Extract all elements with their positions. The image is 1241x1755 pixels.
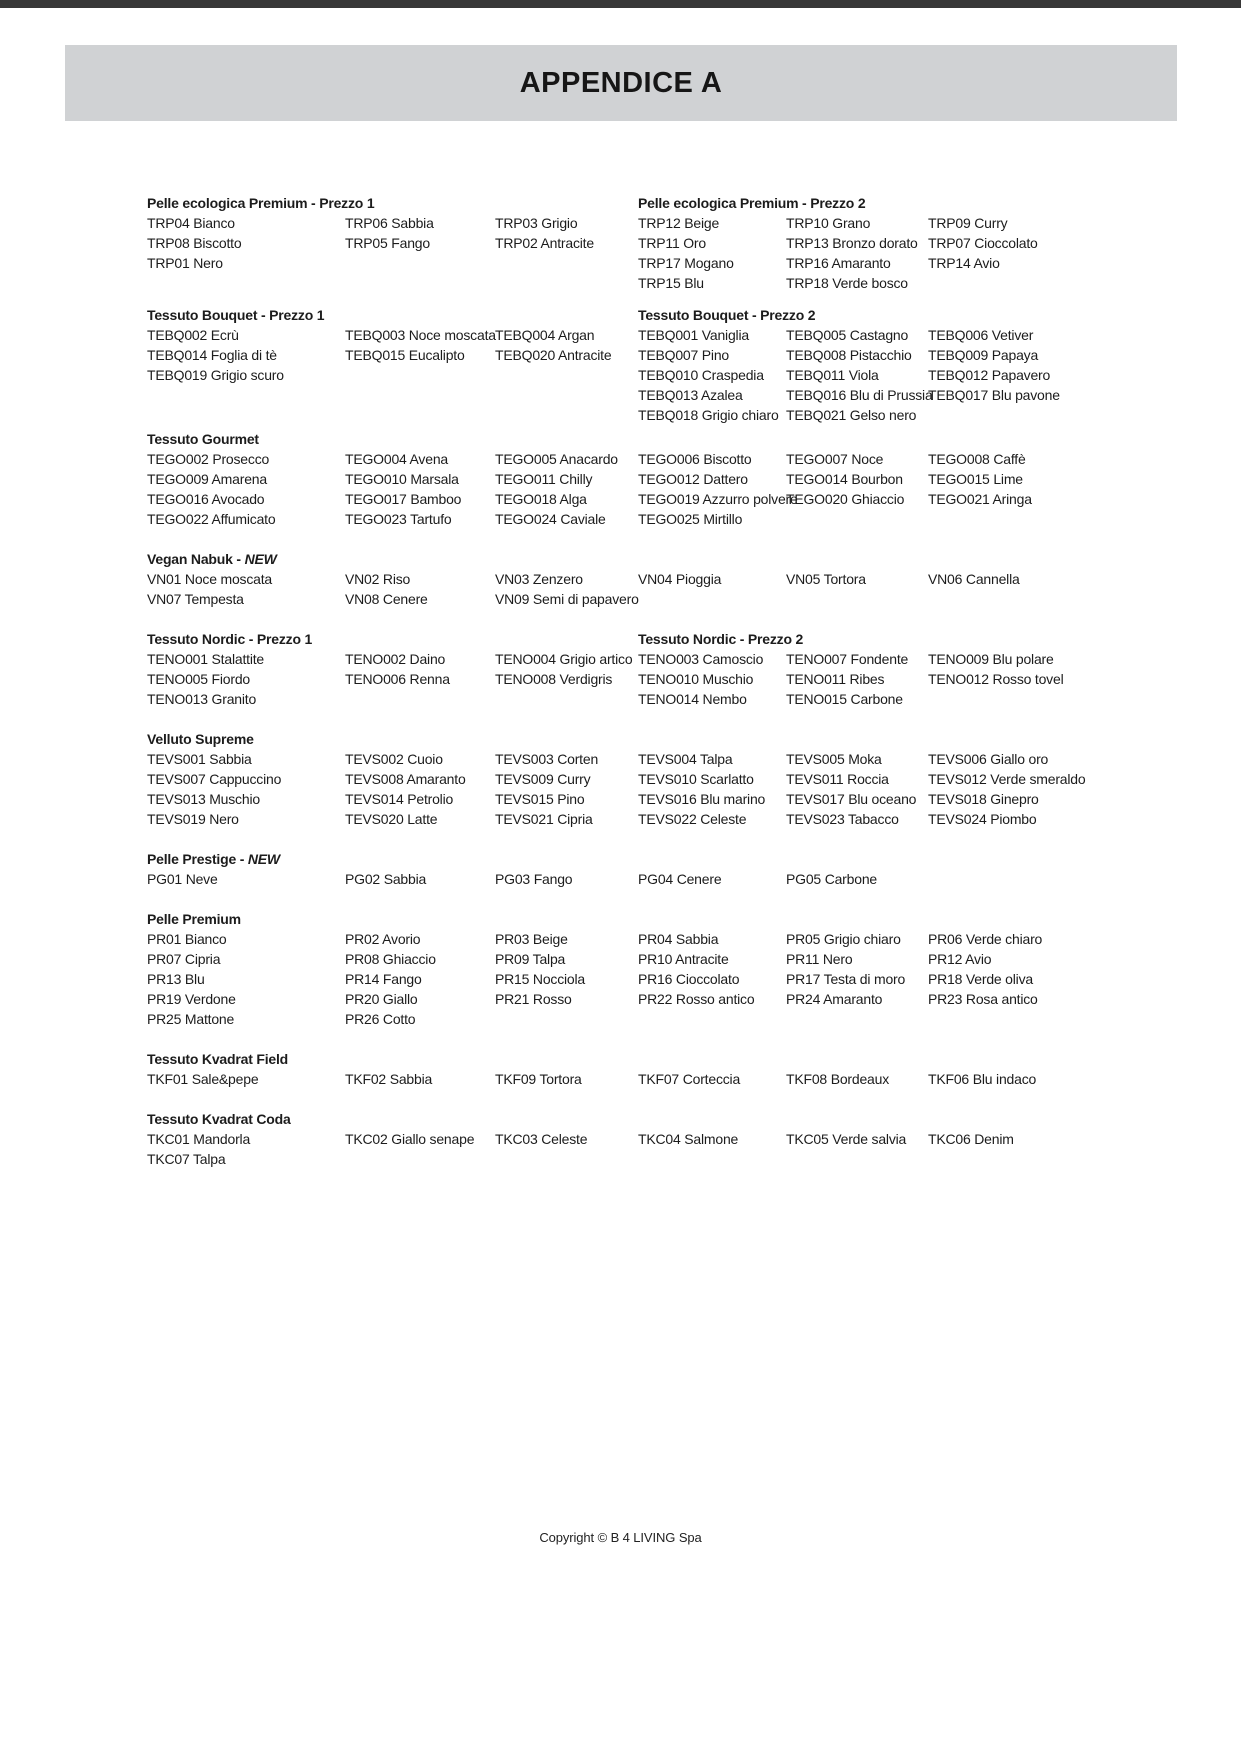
color-item: TRP14 Avio [928,255,1000,271]
color-item: VN09 Semi di papavero [495,591,639,607]
color-item: TEGO004 Avena [345,451,448,467]
color-item: TEGO025 Mirtillo [638,511,743,527]
color-item: PR21 Rosso [495,991,572,1007]
color-item: TKF02 Sabbia [345,1071,433,1087]
color-item: TRP07 Cioccolato [928,235,1038,251]
color-item: TEVS014 Petrolio [345,791,454,807]
empty-cell [786,589,928,609]
color-item: TEGO017 Bamboo [345,491,462,507]
color-item: TKC01 Mandorla [147,1131,251,1147]
color-item: TEGO020 Ghiaccio [786,491,905,507]
section-tessuto-gourmet [147,429,1100,529]
color-grid [638,649,1100,709]
color-item: TEVS009 Curry [495,771,591,787]
color-item: TEGO018 Alga [495,491,587,507]
section-tessuto-bouquet-prezzo-1 [147,305,638,385]
color-item: PG02 Sabbia [345,871,427,887]
color-item: VN03 Zenzero [495,571,583,587]
section-row [147,429,1100,529]
color-item: TEGO008 Caffè [928,451,1026,467]
color-item: PG03 Fango [495,871,573,887]
color-item: TEBQ005 Castagno [786,327,909,343]
color-item: TRP18 Verde bosco [786,275,908,291]
section-pelle-prestige [147,849,1100,889]
color-item: TEGO012 Dattero [638,471,748,487]
color-item: TEGO021 Aringa [928,491,1032,507]
color-item: TEVS001 Sabbia [147,751,252,767]
color-item: TEGO014 Bourbon [786,471,903,487]
color-item: TEBQ011 Viola [786,367,879,383]
color-item: TRP11 Oro [638,235,706,251]
section-row [147,1109,1100,1169]
page-title: APPENDICE A [519,66,723,99]
empty-cell [786,509,928,529]
color-item: TEGO022 Affumicato [147,511,276,527]
section-title-text: Pelle Prestige - [147,851,248,867]
color-item: PR02 Avorio [345,931,421,947]
color-item: TEBQ002 Ecrù [147,327,239,343]
color-item: TEVS020 Latte [345,811,438,827]
color-item: TEVS011 Roccia [786,771,889,787]
section-title [638,193,1100,213]
empty-cell [928,273,1100,293]
color-item: PR14 Fango [345,971,422,987]
empty-cell [928,869,1100,889]
color-item: TEVS016 Blu marino [638,791,766,807]
color-item: PR17 Testa di moro [786,971,906,987]
color-item: VN02 Riso [345,571,411,587]
section-pelle-premium [147,909,1100,1029]
color-item: TENO002 Daino [345,651,446,667]
section-row [147,909,1100,1029]
empty-cell [495,365,638,385]
page-footer [0,1530,1241,1545]
color-item: PR08 Ghiaccio [345,951,436,967]
color-item: TEVS007 Cappuccino [147,771,282,787]
color-item: TEVS010 Scarlatto [638,771,754,787]
color-item: TRP06 Sabbia [345,215,434,231]
section-title [638,629,1100,649]
empty-cell [928,1009,1100,1029]
section-row [147,849,1100,889]
color-item: TEBQ006 Vetiver [928,327,1034,343]
section-pelle-ecologica-premium-prezzo-2 [638,193,1100,293]
color-item: VN08 Cenere [345,591,428,607]
color-item: TEGO015 Lime [928,471,1023,487]
color-item: PR18 Verde oliva [928,971,1033,987]
color-item: TRP02 Antracite [495,235,594,251]
empty-cell [345,1149,495,1169]
section-title-text: Tessuto Kvadrat Coda [147,1111,291,1127]
section-title-text: Pelle ecologica Premium - Prezzo 2 [638,195,866,211]
color-item: PR12 Avio [928,951,992,967]
color-item: TEVS005 Moka [786,751,882,767]
color-item: VN01 Noce moscata [147,571,272,587]
color-item: TENO013 Granito [147,691,257,707]
color-item: TKF07 Corteccia [638,1071,741,1087]
section-title-text: Tessuto Bouquet - Prezzo 1 [147,307,325,323]
color-item: TRP03 Grigio [495,215,578,231]
section-title-text: Vegan Nabuk - [147,551,245,567]
section-title [147,909,1100,929]
color-item: VN05 Tortora [786,571,866,587]
color-item: TEVS002 Cuoio [345,751,443,767]
color-grid [147,869,1100,889]
top-strip [0,0,1241,8]
color-item: TRP13 Bronzo dorato [786,235,918,251]
color-item: PR26 Cotto [345,1011,416,1027]
new-badge: NEW [244,551,277,567]
color-item: TRP09 Curry [928,215,1008,231]
color-item: TENO007 Fondente [786,651,909,667]
new-badge: NEW [247,851,280,867]
section-title [147,1049,1100,1069]
color-item: TENO004 Grigio artico [495,651,633,667]
section-velluto-supreme [147,729,1100,829]
color-item: PR23 Rosa antico [928,991,1038,1007]
color-item: TEBQ009 Papaya [928,347,1039,363]
color-item: TENO014 Nembo [638,691,747,707]
section-pelle-ecologica-premium-prezzo-1 [147,193,638,273]
color-item: TEVS008 Amaranto [345,771,466,787]
color-item: PR22 Rosso antico [638,991,755,1007]
color-item: TEBQ015 Eucalipto [345,347,465,363]
section-row [147,305,1100,425]
color-item: PG04 Cenere [638,871,722,887]
color-item: TEGO007 Noce [786,451,884,467]
color-grid [147,569,1100,609]
color-item: TKC07 Talpa [147,1151,226,1167]
color-item: PR15 Nocciola [495,971,585,987]
color-item: TEGO005 Anacardo [495,451,618,467]
section-row [147,193,1100,293]
color-item: PG05 Carbone [786,871,877,887]
color-item: TKF08 Bordeaux [786,1071,890,1087]
empty-cell [495,1009,638,1029]
color-item: TEVS013 Muschio [147,791,260,807]
section-title [147,429,1100,449]
color-item: TEGO010 Marsala [345,471,459,487]
section-title [147,549,1100,569]
empty-cell [495,253,638,273]
sections-container [147,193,1100,1189]
color-item: PR13 Blu [147,971,205,987]
color-item: TRP17 Mogano [638,255,734,271]
color-grid [638,213,1100,293]
color-item: TENO008 Verdigris [495,671,613,687]
section-tessuto-bouquet-prezzo-2 [638,305,1100,425]
color-item: TEBQ007 Pino [638,347,729,363]
color-item: TEBQ008 Pistacchio [786,347,912,363]
empty-cell [495,1149,638,1169]
section-title-text: Tessuto Bouquet - Prezzo 2 [638,307,816,323]
color-item: TEVS023 Tabacco [786,811,899,827]
color-item: PR20 Giallo [345,991,418,1007]
color-item: TKF01 Sale&pepe [147,1071,259,1087]
color-item: VN06 Cannella [928,571,1020,587]
color-item: TEVS017 Blu oceano [786,791,917,807]
color-item: TRP12 Beige [638,215,720,231]
color-item: TEVS012 Verde smeraldo [928,771,1086,787]
empty-cell [928,405,1100,425]
section-row [147,629,1100,709]
color-item: PR03 Beige [495,931,568,947]
color-item: TRP08 Biscotto [147,235,242,251]
color-item: TKC04 Salmone [638,1131,739,1147]
section-title-text: Tessuto Gourmet [147,431,259,447]
color-item: TENO012 Rosso tovel [928,671,1064,687]
color-item: TEGO009 Amarena [147,471,267,487]
color-item: TEVS006 Giallo oro [928,751,1049,767]
copyright-text: Copyright © B 4 LIVING Spa [539,1530,702,1545]
color-item: TEVS024 Piombo [928,811,1037,827]
empty-cell [638,589,786,609]
color-item: PR04 Sabbia [638,931,719,947]
color-item: TEGO002 Prosecco [147,451,270,467]
section-tessuto-kvadrat-coda [147,1109,1100,1169]
empty-cell [928,1149,1100,1169]
section-title-text: Velluto Supreme [147,731,254,747]
color-item: PR07 Cipria [147,951,221,967]
color-grid [147,325,638,385]
color-item: TEBQ010 Craspedia [638,367,764,383]
color-item: PR19 Verdone [147,991,236,1007]
color-item: TEGO023 Tartufo [345,511,452,527]
color-item: TKF06 Blu indaco [928,1071,1037,1087]
color-item: TKC06 Denim [928,1131,1014,1147]
color-item: TEGO024 Caviale [495,511,606,527]
color-item: TENO003 Camoscio [638,651,764,667]
empty-cell [345,365,495,385]
section-title [147,305,638,325]
section-tessuto-nordic-prezzo-2 [638,629,1100,709]
section-title [638,305,1100,325]
color-grid [147,449,1100,529]
color-item: TENO006 Renna [345,671,450,687]
color-item: TRP16 Amaranto [786,255,891,271]
section-title-text: Tessuto Kvadrat Field [147,1051,289,1067]
color-item: TEBQ020 Antracite [495,347,612,363]
color-item: TEGO011 Chilly [495,471,593,487]
color-item: PG01 Neve [147,871,218,887]
section-title [147,193,638,213]
section-title [147,849,1100,869]
color-item: PR06 Verde chiaro [928,931,1043,947]
color-item: PR25 Mattone [147,1011,235,1027]
color-item: TEBQ014 Foglia di tè [147,347,277,363]
section-row [147,549,1100,609]
section-title [147,629,638,649]
color-item: TENO015 Carbone [786,691,903,707]
color-item: TEVS019 Nero [147,811,239,827]
color-item: TEVS003 Corten [495,751,599,767]
color-item: TEBQ018 Grigio chiaro [638,407,779,423]
color-item: TEVS021 Cipria [495,811,593,827]
color-item: TEVS004 Talpa [638,751,733,767]
color-grid [147,1129,1100,1169]
empty-cell [928,689,1100,709]
color-item: TEBQ004 Argan [495,327,595,343]
color-item: TEGO006 Biscotto [638,451,752,467]
color-item: TRP04 Bianco [147,215,235,231]
color-item: TEBQ016 Blu di Prussia [786,387,933,403]
color-item: TEVS018 Ginepro [928,791,1039,807]
color-item: TENO011 Ribes [786,671,885,687]
color-item: TENO005 Fiordo [147,671,251,687]
color-grid [638,325,1100,425]
color-item: TKF09 Tortora [495,1071,582,1087]
empty-cell [345,689,495,709]
color-item: TEBQ001 Vaniglia [638,327,749,343]
section-title-text: Tessuto Nordic - Prezzo 1 [147,631,313,647]
color-item: TENO010 Muschio [638,671,754,687]
color-item: TEBQ003 Noce moscata [345,327,496,343]
section-row [147,729,1100,829]
color-item: PR16 Cioccolato [638,971,740,987]
color-item: TEBQ021 Gelso nero [786,407,917,423]
color-item: TEBQ019 Grigio scuro [147,367,284,383]
empty-cell [928,589,1100,609]
color-item: PR10 Antracite [638,951,729,967]
section-vegan-nabuk [147,549,1100,609]
color-item: TEGO016 Avocado [147,491,265,507]
color-item: VN04 Pioggia [638,571,722,587]
color-item: TRP05 Fango [345,235,430,251]
empty-cell [786,1009,928,1029]
color-item: TEBQ013 Azalea [638,387,743,403]
section-title-text: Pelle Premium [147,911,241,927]
color-item: TKC03 Celeste [495,1131,588,1147]
title-banner [65,45,1177,121]
color-item: TRP15 Blu [638,275,704,291]
color-grid [147,213,638,273]
color-item: VN07 Tempesta [147,591,244,607]
color-item: PR24 Amaranto [786,991,883,1007]
color-grid [147,1069,1100,1089]
color-grid [147,649,638,709]
color-item: TKC05 Verde salvia [786,1131,907,1147]
color-grid [147,749,1100,829]
empty-cell [638,1149,786,1169]
empty-cell [786,1149,928,1169]
color-item: TEBQ012 Papavero [928,367,1051,383]
color-item: TENO001 Stalattite [147,651,265,667]
color-item: PR01 Bianco [147,931,227,947]
empty-cell [345,253,495,273]
color-item: TKC02 Giallo senape [345,1131,475,1147]
color-item: TEBQ017 Blu pavone [928,387,1060,403]
section-tessuto-nordic-prezzo-1 [147,629,638,709]
section-row [147,1049,1100,1089]
color-item: TEVS022 Celeste [638,811,747,827]
color-item: PR05 Grigio chiaro [786,931,901,947]
color-item: PR09 Talpa [495,951,566,967]
empty-cell [495,689,638,709]
color-item: TRP01 Nero [147,255,223,271]
color-item: TENO009 Blu polare [928,651,1054,667]
section-title-text: Pelle ecologica Premium - Prezzo 1 [147,195,375,211]
section-title-text: Tessuto Nordic - Prezzo 2 [638,631,804,647]
empty-cell [638,1009,786,1029]
color-grid [147,929,1100,1029]
color-item: TRP10 Grano [786,215,871,231]
color-item: TEGO019 Azzurro polvere [638,491,798,507]
section-tessuto-kvadrat-field [147,1049,1100,1089]
empty-cell [928,509,1100,529]
section-title [147,729,1100,749]
color-item: TEVS015 Pino [495,791,585,807]
section-title [147,1109,1100,1129]
color-item: PR11 Nero [786,951,853,967]
